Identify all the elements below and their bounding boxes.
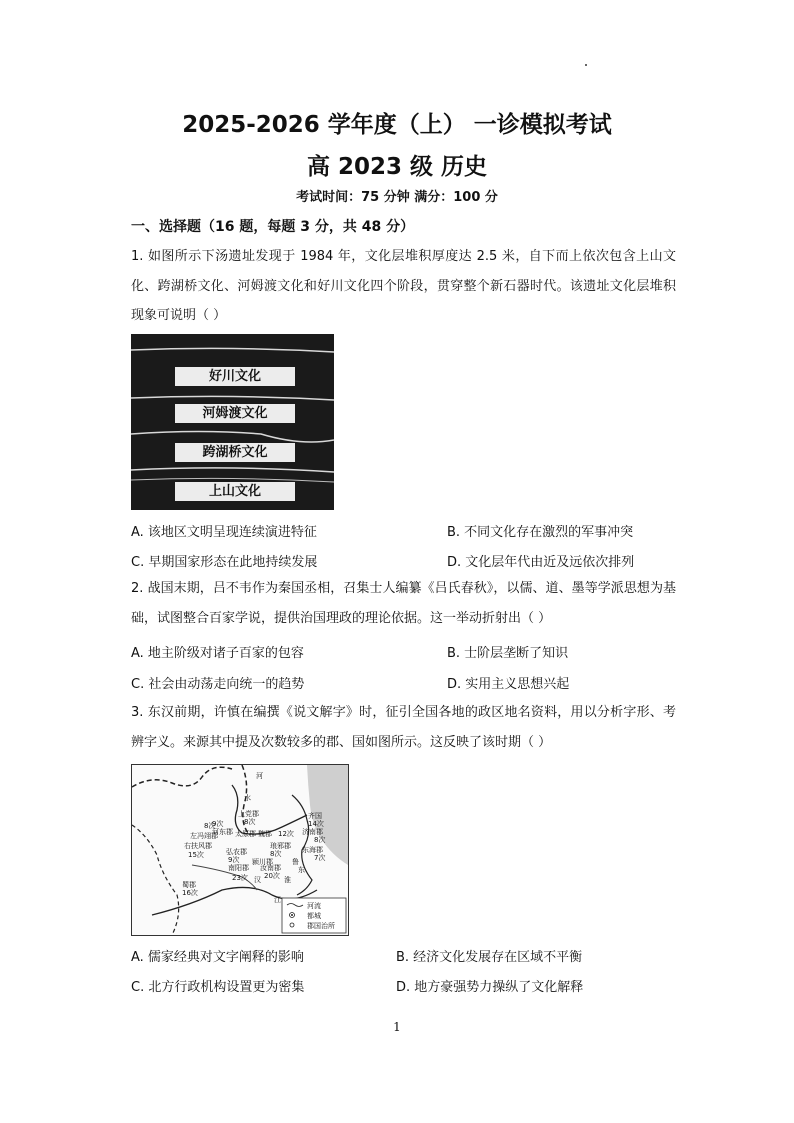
map-label: 右扶风郡	[184, 842, 212, 850]
map-label: 23次	[232, 874, 248, 882]
map-label: 20次	[264, 872, 280, 880]
q2-option-a: A. 地主阶级对诸子百家的包容	[131, 646, 304, 661]
q3-option-b: B. 经济文化发展存在区域不平衡	[396, 950, 583, 965]
q2-option-d: D. 实用主义思想兴起	[447, 677, 570, 692]
map-label: 汝南郡	[260, 864, 281, 872]
map-label: 左冯翊郡	[190, 832, 218, 840]
map-label: 东海郡	[302, 846, 323, 854]
map-label: 济南郡	[302, 828, 323, 836]
page-number: 1	[393, 1020, 401, 1034]
map-label: 8次	[314, 836, 326, 844]
layer-label-shangshan: 上山文化	[175, 482, 295, 501]
q2-option-b: B. 士阶层垄断了知识	[447, 646, 569, 661]
layer-label-hemudu: 河姆渡文化	[175, 404, 295, 423]
question-2-stem: 2. 战国末期，吕不韦作为秦国丞相，召集士人编纂《吕氏春秋》，以儒、道、墨等学派思想为基础，试图整合百家学说，提供治国理政的理论依据。这一举动折射出（ ）	[131, 581, 676, 626]
map-label: 弘农郡	[226, 848, 247, 856]
culture-layer-figure	[131, 334, 334, 510]
q2-option-c: C. 社会由动荡走向统一的趋势	[131, 677, 305, 692]
legend-capital: 都城	[307, 912, 321, 920]
map-label: 江	[274, 896, 281, 904]
map-label: 淮	[284, 876, 291, 884]
map-label: 12次	[278, 830, 294, 838]
map-label: 7次	[314, 854, 326, 862]
map-label: 鲁	[292, 858, 299, 866]
section-heading: 一、选择题（16 题，每题 3 分，共 48 分）	[131, 219, 415, 235]
exam-info: 考试时间：75 分钟 满分：100 分	[296, 190, 498, 205]
q1-option-a: A. 该地区文明呈现连续演进特征	[131, 525, 317, 540]
q1-option-d: D. 文化层年代由近及远依次排列	[447, 555, 635, 570]
map-label: 9次	[212, 820, 224, 828]
question-3-stem: 3. 东汉前期，许慎在编撰《说文解字》时，征引全国各地的政区地名资料，用以分析字形、考辨字义。来源其中提及次数较多的郡、国如图所示。这反映了该时期（ ）	[131, 705, 676, 750]
q1-option-c: C. 早期国家形态在此地持续发展	[131, 555, 318, 570]
exam-subtitle: 高 2023 级 历史	[306, 154, 488, 180]
map-label: 东	[298, 866, 305, 874]
map-label: 南阳郡	[228, 864, 249, 872]
layer-label-haochuan: 好川文化	[175, 367, 295, 386]
map-label: 上党郡	[238, 810, 259, 818]
layer-label-kuahuqiao: 跨湖桥文化	[175, 443, 295, 462]
scan-dot	[585, 64, 587, 66]
map-label: 河	[256, 772, 263, 780]
map-label: 8次	[244, 818, 256, 826]
q3-option-a: A. 儒家经典对文字阐释的影响	[131, 950, 304, 965]
map-label: 8次	[270, 850, 282, 858]
map-label: 太原郡	[235, 830, 256, 838]
map-label: 河东郡	[212, 828, 233, 836]
map-label: 齐国	[308, 812, 322, 820]
map-label: 15次	[188, 851, 204, 859]
map-label: 琅邪郡	[270, 842, 291, 850]
map-label: 水	[244, 794, 251, 802]
map-label: 8次	[204, 822, 216, 830]
map-label: 汉	[254, 876, 261, 884]
question-1-stem: 1. 如图所示下汤遗址发现于 1984 年，文化层堆积厚度达 2.5 米，自下而上依次包含上山文化、跨湖桥文化、河姆渡文化和好川文化四个阶段，贯穿整个新石器时代。该遗址文化层堆积现象可说明（ ）	[131, 249, 676, 323]
map-label: 14次	[308, 820, 324, 828]
legend-commandery: 郡国治所	[307, 922, 335, 930]
map-label: 蜀郡	[182, 881, 196, 889]
map-label: 9次	[228, 856, 240, 864]
map-label: 颍川郡	[252, 858, 273, 866]
q3-option-c: C. 北方行政机构设置更为密集	[131, 980, 305, 995]
map-label: 16次	[182, 889, 198, 897]
legend-river: 河流	[307, 902, 321, 910]
q3-option-d: D. 地方豪强势力操纵了文化解释	[396, 980, 584, 995]
exam-title: 2025-2026 学年度（上） 一诊模拟考试	[182, 112, 612, 138]
q1-option-b: B. 不同文化存在激烈的军事冲突	[447, 525, 634, 540]
eastern-han-map	[131, 764, 349, 936]
map-label: 魏郡	[258, 830, 272, 838]
